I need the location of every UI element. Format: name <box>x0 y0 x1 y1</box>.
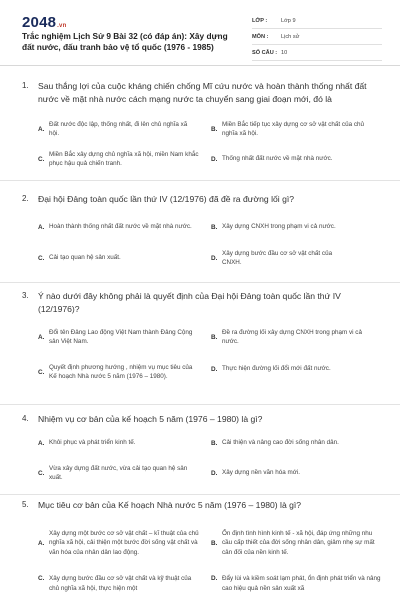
meta-value: Lịch sử <box>281 33 300 40</box>
option-b[interactable] <box>211 322 386 352</box>
option-letter: D. <box>211 575 218 582</box>
meta-value: Lớp 9 <box>281 17 296 24</box>
option-letter: D. <box>211 469 218 477</box>
question-divider <box>0 282 400 283</box>
option-b[interactable] <box>211 518 386 568</box>
option-text: Miền Bắc xây dựng chủ nghĩa xã hội, miền Nam khắc phục hậu quả chiến tranh. <box>49 150 199 167</box>
option-d[interactable] <box>211 144 386 174</box>
question-text: Ý nào dưới đây không phải là quyết định của Đại hội Đảng toàn quốc lần thứ IV (12/1976)? <box>38 291 341 314</box>
option-text: Đẩy lùi và kiềm soát lạm phát, ổn định phát triển và nâng cao hiệu quả nền sản xuất xã <box>222 575 381 592</box>
option-letter: B. <box>211 439 218 447</box>
meta-row-count <box>252 45 382 61</box>
option-letter: B. <box>211 539 218 547</box>
option-text: Khôi phục và phát triển kinh tế. <box>49 439 136 447</box>
option-c[interactable] <box>38 354 208 390</box>
option-letter: B. <box>211 125 218 133</box>
option-letter: B. <box>211 333 218 341</box>
option-c[interactable] <box>38 574 208 598</box>
question-text: Sau thắng lợi của cuộc kháng chiến chống Mĩ cứu nước và hoàn thành thống nhất đất nước về mặt nhà nước cách mạng nước ta chuyển sang giai đoạn mới, đó là <box>38 81 367 104</box>
question-divider <box>0 404 400 405</box>
option-letter: A. <box>38 333 45 341</box>
question-text: Mục tiêu cơ bản của Kế hoạch Nhà nước 5 năm (1976 – 1980) là gì? <box>38 500 302 510</box>
meta-row-grade <box>252 13 382 29</box>
option-letter: B. <box>211 223 218 231</box>
meta-row-subject <box>252 29 382 45</box>
site-logo[interactable] <box>22 14 66 31</box>
meta-label: SỐ CÂU : <box>252 49 278 56</box>
option-letter: C. <box>38 155 45 163</box>
option-text: Đề ra đường lối xây dựng CNXH trong phạm vi cả nước. <box>222 328 362 345</box>
page-header <box>0 0 400 66</box>
question-number: 1. <box>22 81 29 90</box>
option-letter: C. <box>38 469 45 477</box>
question-number: 2. <box>22 194 29 203</box>
option-letter: A. <box>38 439 45 447</box>
option-d[interactable] <box>211 458 386 488</box>
option-letter: C. <box>38 368 45 376</box>
logo-text: 2048 <box>22 14 57 31</box>
option-text: Cải tạo quan hệ sản xuất. <box>49 254 121 262</box>
question-text: Nhiệm vụ cơ bản của kế hoạch 5 năm (1976 – 1980) là gì? <box>38 414 263 424</box>
meta-value: 10 <box>281 49 288 56</box>
option-a[interactable] <box>38 518 208 568</box>
document-title: Trắc nghiệm Lịch Sử 9 Bài 32 (có đáp án): Xây dựng đất nước, đấu tranh bảo vệ tổ quốc (1976 - 1985) <box>22 31 228 52</box>
meta-label: LỚP : <box>252 17 268 24</box>
option-d[interactable] <box>211 574 386 598</box>
option-text: Ổn định tình hình kinh tế - xã hội, đáp ứng những nhu cầu cấp thiết của đời sống nhân dân, giảm nhẹ sự mất cân đối của nền kinh tế. <box>222 529 375 556</box>
question-number: 5. <box>22 500 29 509</box>
question-number: 3. <box>22 291 29 300</box>
option-d[interactable] <box>211 354 386 384</box>
option-d[interactable] <box>211 243 386 273</box>
option-text: Đổi tên Đảng Lao động Việt Nam thành Đảng Cộng sản Việt Nam. <box>49 328 193 345</box>
option-text: Xây dựng bước đầu cơ sở vật chất của CNXH. <box>222 249 333 266</box>
option-text: Xây dựng CNXH trong phạm vi cả nước. <box>222 223 336 231</box>
document-meta <box>252 13 382 61</box>
option-text: Miền Bắc tiếp tục xây dựng cơ sở vật chất của chủ nghĩa xã hội. <box>222 120 364 137</box>
option-letter: D. <box>211 254 218 262</box>
option-a[interactable] <box>38 114 208 144</box>
meta-label: MÔN : <box>252 33 269 40</box>
option-letter: D. <box>211 365 218 373</box>
option-text: Xây dựng một bước cơ sở vật chất – kĩ thuật của chủ nghĩa xã hội, cải thiện một bước đời sống vật chất và văn hóa của nhân dân lao động. <box>49 529 199 556</box>
option-a[interactable] <box>38 322 208 352</box>
option-c[interactable] <box>38 243 208 273</box>
option-text: Cải thiện và nâng cao đời sống nhân dân. <box>222 439 339 447</box>
question-number: 4. <box>22 414 29 423</box>
option-b[interactable] <box>211 428 386 458</box>
option-text: Hoàn thành thống nhất đất nước về mặt nhà nước. <box>49 223 192 231</box>
option-text: Đất nước độc lập, thống nhất, đi lên chủ nghĩa xã hội. <box>49 120 188 137</box>
option-letter: C. <box>38 254 45 262</box>
option-a[interactable] <box>38 428 208 458</box>
option-text: Xây dựng bước đầu cơ sở vật chất và kỹ thuật của chủ nghĩa xã hội, thực hiện một <box>49 575 192 592</box>
option-b[interactable] <box>211 212 386 242</box>
option-text: Vừa xây dựng đất nước, vừa cải tạo quan hệ sản xuất. <box>49 464 188 481</box>
logo-suffix: .vn <box>57 23 67 29</box>
option-text: Thống nhất đất nước về mặt nhà nước. <box>222 155 333 163</box>
question-text: Đại hội Đảng toàn quốc lần thứ IV (12/1976) đã đề ra đường lối gì? <box>38 194 295 204</box>
option-text: Xây dựng nền văn hóa mới. <box>222 469 301 477</box>
option-letter: A. <box>38 539 45 547</box>
option-letter: C. <box>38 575 45 582</box>
option-letter: A. <box>38 125 45 133</box>
option-b[interactable] <box>211 114 386 144</box>
question-divider <box>0 494 400 495</box>
option-letter: D. <box>211 155 218 163</box>
option-text: Thực hiện đường lối đổi mới đất nước. <box>222 365 331 373</box>
option-c[interactable] <box>38 144 208 174</box>
option-c[interactable] <box>38 458 208 488</box>
question-divider <box>0 180 400 181</box>
option-a[interactable] <box>38 212 208 242</box>
option-letter: A. <box>38 223 45 231</box>
option-text: Quyết định phương hướng , nhiệm vụ mục tiêu của Kế hoạch Nhà nước 5 năm (1976 – 1980). <box>49 363 193 380</box>
